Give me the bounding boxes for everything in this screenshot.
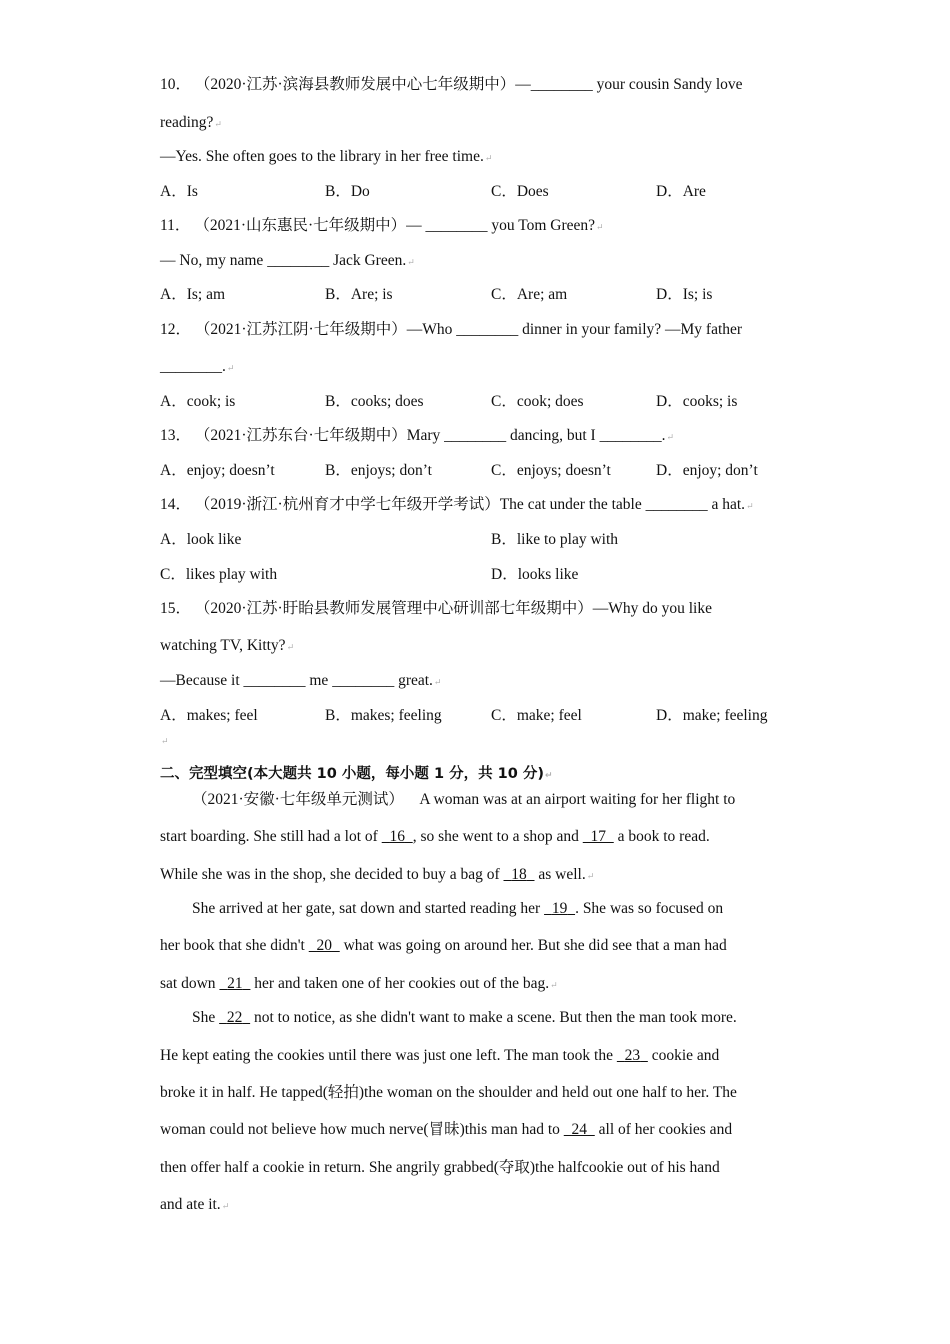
question-12-stem-cont: ________.↵ [160,358,235,375]
passage-p3-line5: then offer half a cookie in return. She angrily grabbed(夺取)the halfcookie out of his hand [160,1159,720,1176]
passage-p1-line2: start boarding. She still had a lot of 16 , so she went to a shop and 17 a book to read. [160,828,710,845]
question-15-option-a[interactable]: A．makes; feel [160,707,258,724]
passage-p2-line3: sat down 21 her and taken one of her cookies out of the bag.↵ [160,975,558,992]
passage-p1-line1: （2021·安徽·七年级单元测试） A woman was at an airport waiting for her flight to [192,791,736,808]
question-10-option-b[interactable]: B．Do [325,183,370,200]
question-14-option-a[interactable]: A．look like [160,531,242,548]
question-10-stem-cont: reading?↵ [160,114,222,131]
question-10-stem: 10． （2020·江苏·滨海县教师发展中心七年级期中）—________ your cousin Sandy love [160,76,743,93]
question-15-option-c[interactable]: C．make; feel [491,707,582,724]
blank-17[interactable]: 17 [590,828,606,845]
passage-p3-line6: and ate it.↵ [160,1196,230,1213]
question-11-reply: — No, my name ________ Jack Green.↵ [160,252,415,269]
question-10-option-a[interactable]: A．Is [160,183,198,200]
question-15-reply: —Because it ________ me ________ great.↵ [160,672,442,689]
question-15-option-b[interactable]: B．makes; feeling [325,707,442,724]
passage-p3-line2: He kept eating the cookies until there was just one left. The man took the 23 cookie and [160,1047,720,1064]
blank-22[interactable]: 22 [226,1009,243,1026]
question-11-stem: 11． （2021·山东惠民·七年级期中）— ________ you Tom Green?↵ [160,217,604,234]
blank-23[interactable]: 23 [624,1047,641,1064]
question-14-option-b[interactable]: B．like to play with [491,531,619,548]
blank-24[interactable]: 24 [571,1121,588,1138]
paragraph-mark: ↵ [161,736,169,746]
question-13-option-d[interactable]: D．enjoy; don’t [656,462,758,479]
passage-p3-line3: broke it in half. He tapped(轻拍)the woman on the shoulder and held out one half to her. The [160,1084,737,1101]
section-2-heading: 二、完型填空(本大题共 10 小题，每小题 1 分，共 10 分)↵ [160,766,553,782]
blank-16[interactable]: 16 [389,828,405,845]
passage-p3-line1: She 22 not to notice, as she didn't want to make a scene. But then the man took more. [192,1009,737,1026]
passage-p2-line1: She arrived at her gate, sat down and started reading her 19 . She was so focused on [192,900,724,917]
question-14-option-c[interactable]: C．likes play with [160,566,278,583]
passage-p1-line3: While she was in the shop, she decided to buy a bag of 18 as well.↵ [160,866,595,883]
question-11-option-c[interactable]: C．Are; am [491,286,568,303]
question-12-option-a[interactable]: A．cook; is [160,393,236,410]
passage-p3-line4: woman could not believe how much nerve(冒昧)this man had to 24 all of her cookies and [160,1121,733,1138]
blank-20[interactable]: 20 [316,937,332,954]
question-11-option-b[interactable]: B．Are; is [325,286,393,303]
question-15-stem: 15． （2020·江苏·盱眙县教师发展管理中心研训部七年级期中）—Why do you like [160,600,712,617]
blank-21[interactable]: 21 [227,975,243,992]
question-12-stem: 12． （2021·江苏江阴·七年级期中）—Who ________ dinner in your family? —My father [160,321,743,338]
passage-p2-line2: her book that she didn't 20 what was going on around her. But she did see that a man had [160,937,727,954]
question-12-option-b[interactable]: B．cooks; does [325,393,424,410]
question-11-option-a[interactable]: A．Is; am [160,286,226,303]
question-14-option-d[interactable]: D．looks like [491,566,579,583]
question-10-option-d[interactable]: D．Are [656,183,706,200]
question-13-stem: 13． （2021·江苏东台·七年级期中）Mary ________ dancing, but I ________.↵ [160,427,674,444]
question-13-option-b[interactable]: B．enjoys; don’t [325,462,432,479]
question-15-stem-cont: watching TV, Kitty?↵ [160,637,295,654]
question-12-option-c[interactable]: C．cook; does [491,393,584,410]
question-13-option-a[interactable]: A．enjoy; doesn’t [160,462,275,479]
blank-18[interactable]: 18 [511,866,527,883]
question-12-option-d[interactable]: D．cooks; is [656,393,738,410]
question-10-option-c[interactable]: C．Does [491,183,549,200]
blank-19[interactable]: 19 [551,900,568,917]
question-14-stem: 14． （2019·浙江·杭州育才中学七年级开学考试）The cat under the table ________ a hat.↵ [160,496,754,513]
question-10-reply: —Yes. She often goes to the library in her free time.↵ [160,148,493,165]
question-15-option-d[interactable]: D．make; feeling [656,707,768,724]
question-11-option-d[interactable]: D．Is; is [656,286,713,303]
question-13-option-c[interactable]: C．enjoys; doesn’t [491,462,611,479]
